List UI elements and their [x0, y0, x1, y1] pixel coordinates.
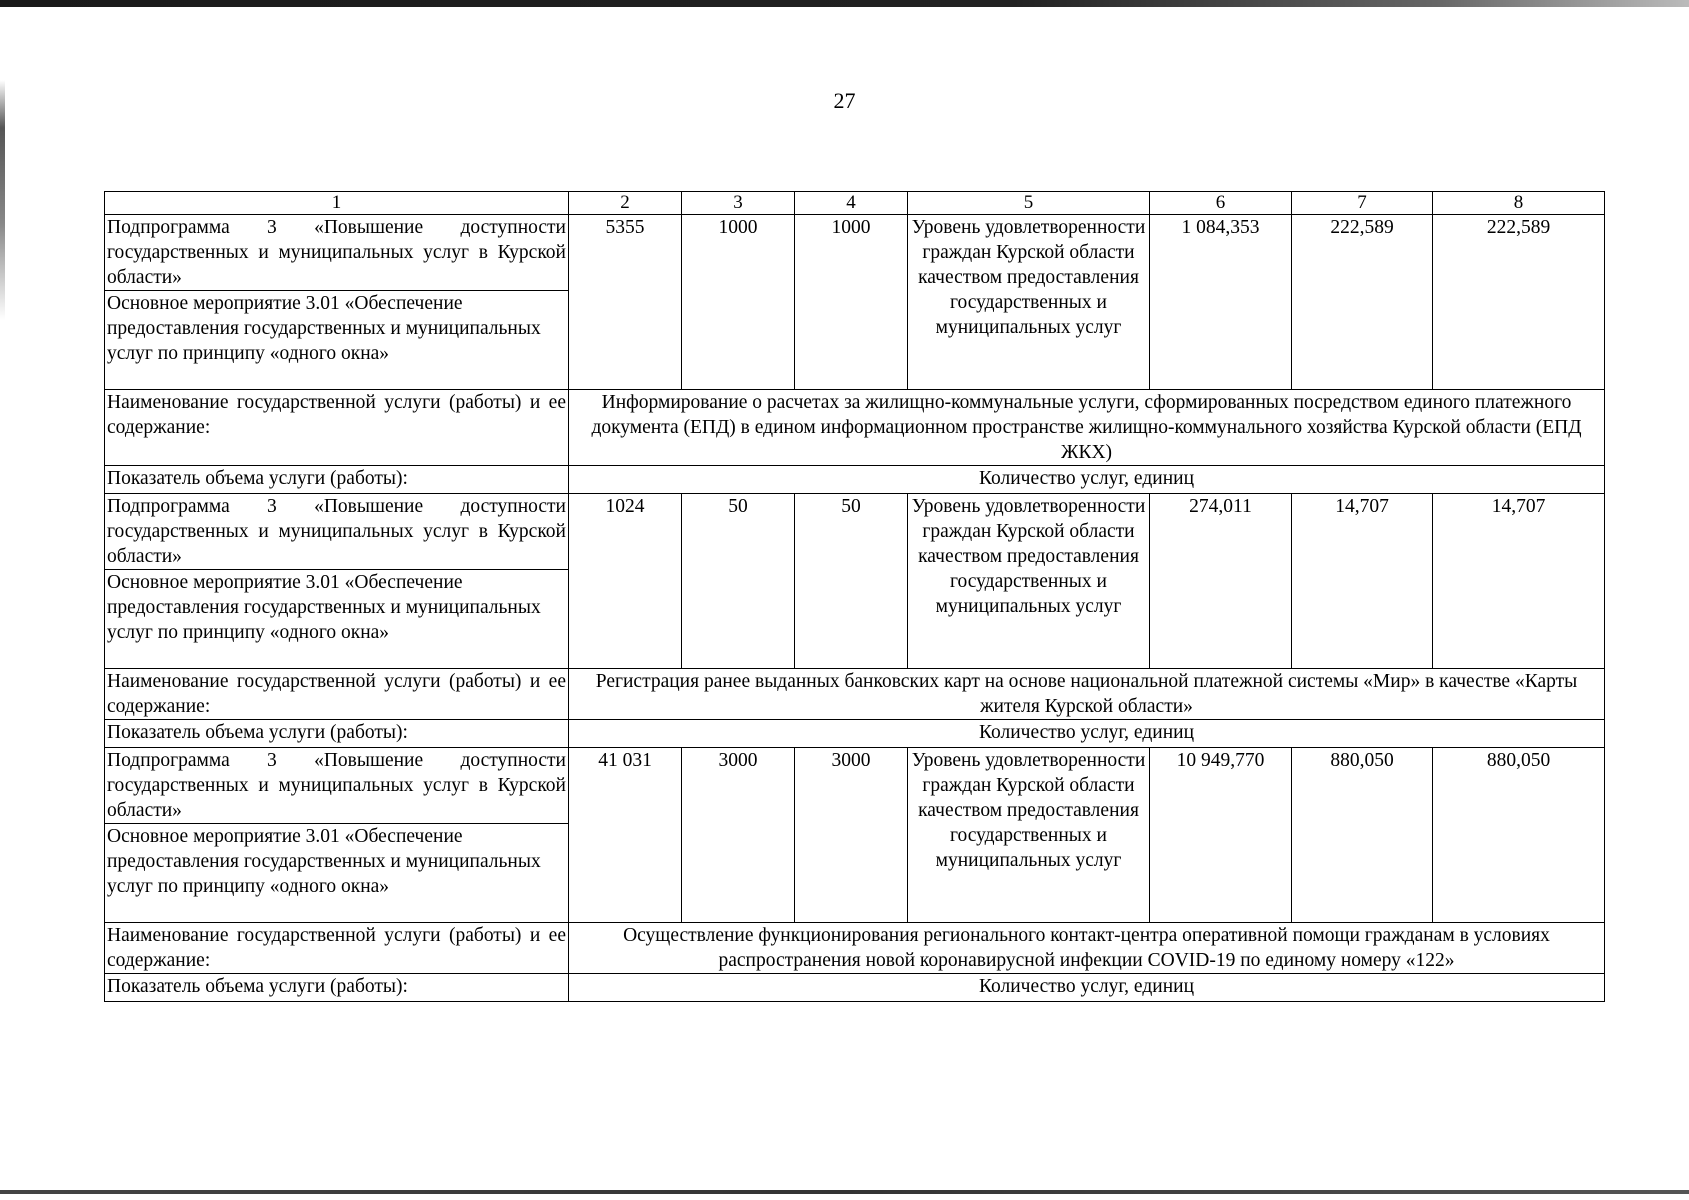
col2-value: 1024 [569, 494, 682, 669]
service-label-cell: Наименование государственной услуги (работы) и ее содержание: [105, 390, 569, 466]
indicator-level-cell: Уровень удовлетворенности граждан Курской области качеством предоставления государственных и муниципальных услуг [908, 748, 1150, 923]
service-description-cell: Регистрация ранее выданных банковских карт на основе национальной платежной системы «Мир» в качестве «Карты жителя Курской области» [569, 669, 1605, 720]
col7-value: 14,707 [1292, 494, 1433, 669]
col2-value: 5355 [569, 215, 682, 390]
table-row [105, 494, 1605, 570]
service-label-cell: Наименование государственной услуги (работы) и ее содержание: [105, 923, 569, 974]
col6-value: 10 949,770 [1150, 748, 1292, 923]
indicator-label-cell: Показатель объема услуги (работы): [105, 720, 569, 748]
col6-value: 1 084,353 [1150, 215, 1292, 390]
scan-border-left [0, 80, 5, 320]
measure-cell: Основное мероприятие 3.01 «Обеспечение предоставления государственных и муниципальных услуг по принципу «одного окна» [105, 824, 569, 923]
measure-cell: Основное мероприятие 3.01 «Обеспечение предоставления государственных и муниципальных услуг по принципу «одного окна» [105, 570, 569, 669]
table-row [105, 923, 1605, 974]
col4-value: 3000 [795, 748, 908, 923]
header-cell-5: 5 [908, 192, 1150, 215]
subprogram-cell: Подпрограмма 3 «Повышение доступности государственных и муниципальных услуг в Курской области» [105, 494, 569, 570]
col4-value: 50 [795, 494, 908, 669]
table-row [105, 215, 1605, 291]
header-cell-3: 3 [682, 192, 795, 215]
col6-value: 274,011 [1150, 494, 1292, 669]
measure-cell: Основное мероприятие 3.01 «Обеспечение предоставления государственных и муниципальных услуг по принципу «одного окна» [105, 291, 569, 390]
subprogram-cell: Подпрограмма 3 «Повышение доступности государственных и муниципальных услуг в Курской области» [105, 748, 569, 824]
col8-value: 14,707 [1433, 494, 1605, 669]
indicator-level-cell: Уровень удовлетворенности граждан Курской области качеством предоставления государственных и муниципальных услуг [908, 215, 1150, 390]
col3-value: 1000 [682, 215, 795, 390]
col3-value: 3000 [682, 748, 795, 923]
indicator-label-cell: Показатель объема услуги (работы): [105, 974, 569, 1002]
col4-value: 1000 [795, 215, 908, 390]
scan-border-bottom [0, 1190, 1689, 1194]
service-description-cell: Осуществление функционирования регионального контакт-центра оперативной помощи гражданам в условиях распространения новой коронавирусной инфекции COVID-19 по единому номеру «122» [569, 923, 1605, 974]
service-label-cell: Наименование государственной услуги (работы) и ее содержание: [105, 669, 569, 720]
table-row [105, 390, 1605, 466]
col8-value: 222,589 [1433, 215, 1605, 390]
subprogram-cell: Подпрограмма 3 «Повышение доступности государственных и муниципальных услуг в Курской области» [105, 215, 569, 291]
col7-value: 222,589 [1292, 215, 1433, 390]
indicator-text-cell: Количество услуг, единиц [569, 720, 1605, 748]
scan-border-top [0, 0, 1689, 7]
header-cell-8: 8 [1433, 192, 1605, 215]
header-cell-1: 1 [105, 192, 569, 215]
header-cell-2: 2 [569, 192, 682, 215]
table-row [105, 720, 1605, 748]
header-cell-6: 6 [1150, 192, 1292, 215]
indicator-text-cell: Количество услуг, единиц [569, 974, 1605, 1002]
service-description-cell: Информирование о расчетах за жилищно-коммунальные услуги, сформированных посредством единого платежного документа (ЕПД) в едином информационном пространстве жилищно-коммунального хозяйства Курской области (ЕПД ЖКХ) [569, 390, 1605, 466]
col2-value: 41 031 [569, 748, 682, 923]
page-number: 27 [833, 88, 856, 113]
table-row [105, 466, 1605, 494]
indicator-level-cell: Уровень удовлетворенности граждан Курской области качеством предоставления государственных и муниципальных услуг [908, 494, 1150, 669]
col3-value: 50 [682, 494, 795, 669]
table-row [105, 974, 1605, 1002]
header-row [105, 192, 1605, 215]
table-row [105, 669, 1605, 720]
data-table [104, 191, 1605, 1002]
col7-value: 880,050 [1292, 748, 1433, 923]
indicator-label-cell: Показатель объема услуги (работы): [105, 466, 569, 494]
header-cell-4: 4 [795, 192, 908, 215]
indicator-text-cell: Количество услуг, единиц [569, 466, 1605, 494]
header-cell-7: 7 [1292, 192, 1433, 215]
col8-value: 880,050 [1433, 748, 1605, 923]
table-row [105, 748, 1605, 824]
